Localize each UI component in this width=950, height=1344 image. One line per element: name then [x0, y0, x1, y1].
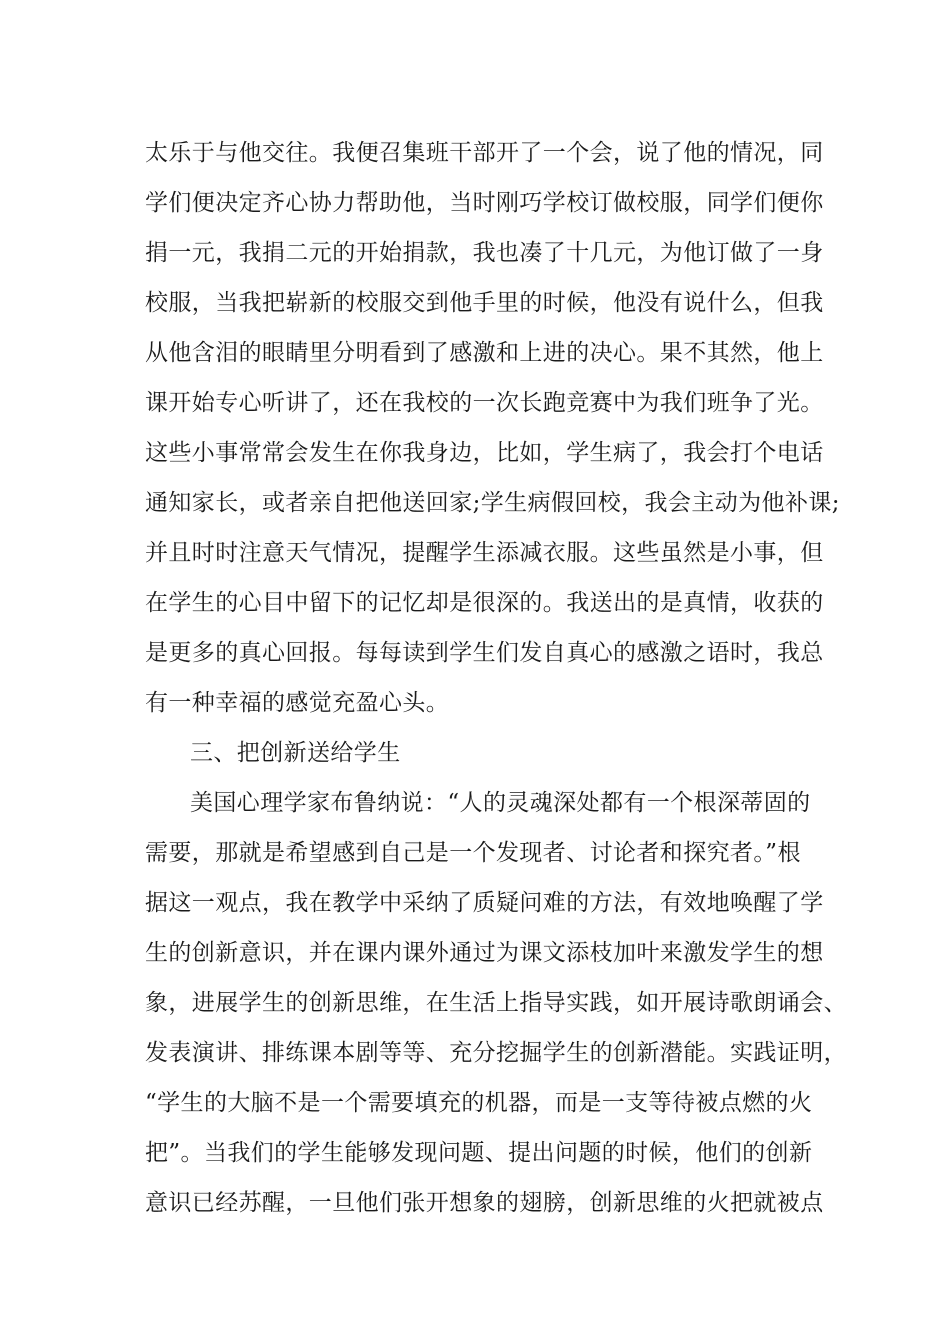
paragraph-line: 课开始专心听讲了，还在我校的一次长跑竞赛中为我们班争了光。: [145, 390, 824, 416]
paragraph-line: 在学生的心目中留下的记忆却是很深的。我送出的是真情，收获的: [145, 590, 824, 616]
paragraph-line: 捐一元，我捐二元的开始捐款，我也凑了十几元，为他订做了一身: [145, 240, 824, 266]
paragraph-line: 需要，那就是希望感到自己是一个发现者、讨论者和探究者。”根: [145, 840, 801, 866]
paragraph-line: 把”。当我们的学生能够发现问题、提出问题的时候，他们的创新: [145, 1140, 813, 1166]
paragraph-line: 有一种幸福的感觉充盈心头。: [145, 690, 450, 716]
paragraph-line: 意识已经苏醒，一旦他们张开想象的翅膀，创新思维的火把就被点: [145, 1190, 824, 1216]
paragraph-line: 据这一观点，我在教学中采纳了质疑问难的方法，有效地唤醒了学: [145, 890, 824, 916]
paragraph-line: 美国心理学家布鲁纳说：“人的灵魂深处都有一个根深蒂固的: [190, 790, 811, 816]
section-heading: 三、把创新送给学生: [190, 740, 401, 766]
paragraph-line: 从他含泪的眼睛里分明看到了感激和上进的决心。果不其然，他上: [145, 340, 824, 366]
paragraph-line: 校服，当我把崭新的校服交到他手里的时候，他没有说什么，但我: [145, 290, 824, 316]
paragraph-line: 生的创新意识，并在课内课外通过为课文添枝加叶来激发学生的想: [145, 940, 824, 966]
paragraph-line: 通知家长，或者亲自把他送回家;学生病假回校，我会主动为他补课;: [145, 490, 840, 516]
paragraph-line: 是更多的真心回报。每每读到学生们发自真心的感激之语时，我总: [145, 640, 824, 666]
paragraph-line: “学生的大脑不是一个需要填充的机器，而是一支等待被点燃的火: [145, 1090, 813, 1116]
paragraph-line: 发表演讲、排练课本剧等等、充分挖掘学生的创新潜能。实践证明，: [145, 1040, 847, 1066]
paragraph-line: 并且时时注意天气情况，提醒学生添减衣服。这些虽然是小事，但: [145, 540, 824, 566]
paragraph-line: 太乐于与他交往。我便召集班干部开了一个会，说了他的情况，同: [145, 140, 824, 166]
paragraph-line: 象，进展学生的创新思维，在生活上指导实践，如开展诗歌朗诵会、: [145, 990, 847, 1016]
paragraph-line: 学们便决定齐心协力帮助他，当时刚巧学校订做校服，同学们便你: [145, 190, 824, 216]
paragraph-line: 这些小事常常会发生在你我身边，比如，学生病了，我会打个电话: [145, 440, 824, 466]
